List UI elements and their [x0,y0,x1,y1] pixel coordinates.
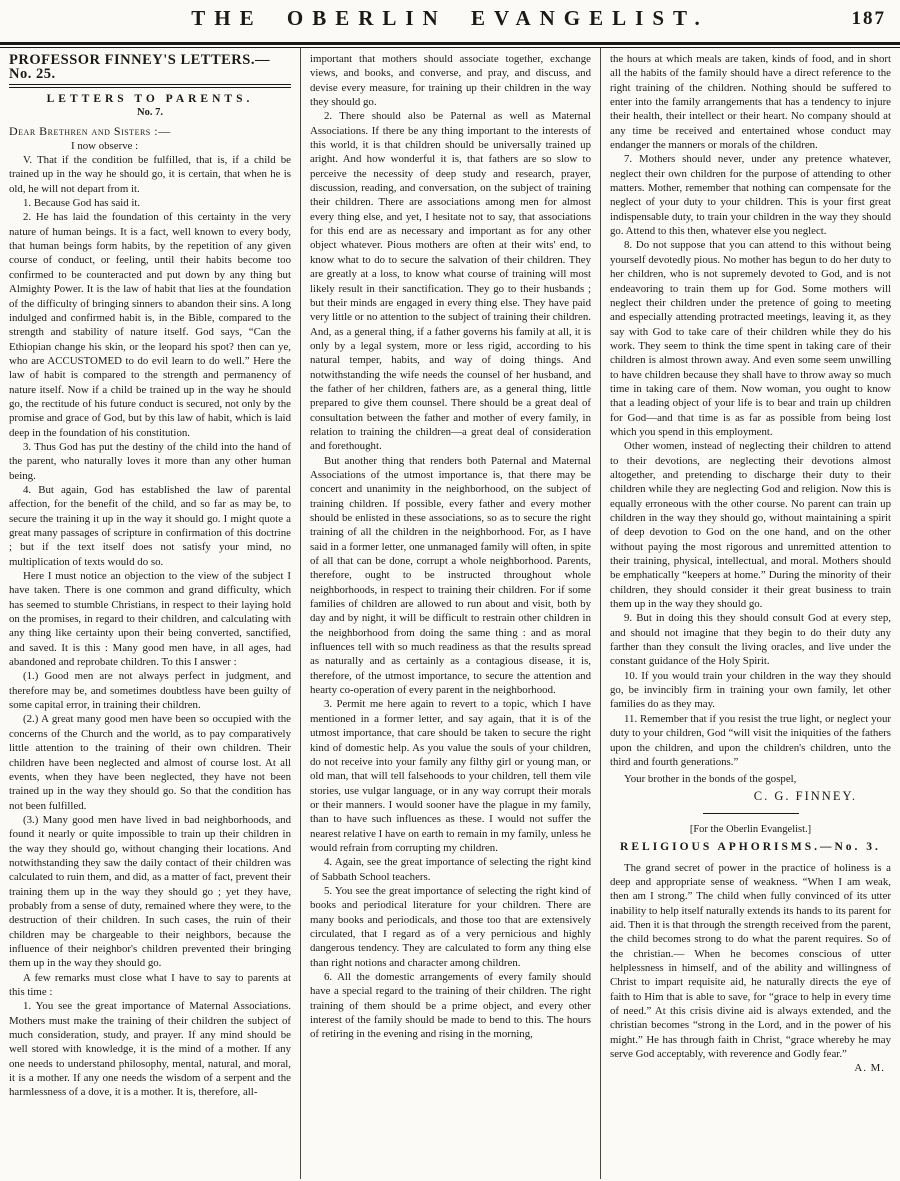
salutation: Dear Brethren and Sisters :— [9,124,171,139]
article-separator [703,813,799,814]
paragraph: 2. He has laid the foundation of this certainty in the very nature of human beings. It is a fact, well known to every body, that human beings form habits, by the repetition of any given course of conduct, or feeling, until their habits become too confirmed to be counteracted and put down by any thing but Almighty Power. It is the law of habit that lies at the foundation of the difficulty of bringing sinners to abandon their sins. A long indulged and confirmed habit is, in the Bible, compared to the strength and stability of nature itself. God says, “Can the Ethiopian change his skin, or the leopard his spot? then can ye, who are ACCUSTOMED to do evil learn to do well.” Here the law of habit is compared to the strength and permanency of nature itself. Now if a child be trained up in the way he should go, the rectitude of his future conduct is secured, not only by the promise and grace of God, but by this law of habit, which is laid deep in the foundation of his constitution. [9,211,291,439]
closing-line: Your brother in the bonds of the gospel, [624,773,797,786]
paragraph: Other women, instead of neglecting their children to attend to their devotions, are neglecting their devotions almost altogether, and pretending to discharge their duty to their children while they are neglecting God and religion. Now this is equally erroneous with the other course. No parent can train up children in the way they should go, without maintaining a spirit of deep devotion to God on the one hand, and on the other without paying the most rigorous and unremitted attention to their training, physical, intellectual, and moral. Mothers should be emphatically “keepers at home.” During the minority of their children, they should consider it their great business to train them up in the way they should go. [610,440,891,611]
column-2-body [310,52,591,1042]
opening-line: I now observe : [71,139,139,152]
paragraph: 5. You see the great importance of selecting the right kind of books and periodical literature for your children. There are many books and periodicals, and those too that are extensively circulated, that I regard as of a very pernicious and highly dangerous tendency. They are calculated to form any thing else than right notions and character among children. [310,884,591,969]
paragraph: 1. You see the great importance of Maternal Associations. Mothers must make the training of their children the subject of much consideration, study, and prayer. If any mind should be well stored with knowledge, it is the mind of a mother. If any one needs to understand philosophy, mental, natural, and moral, it is a mother. If any one needs the wisdom of a serpent and the harmlessness of a dove, it is a mother. It is, therefore, all- [9,1000,291,1099]
column-1 [0,48,300,1179]
paragraph: But another thing that renders both Paternal and Maternal Associations of the utmost importance is, that there may be concert and unanimity in the neighborhood, on the subject of training children. If possible, every father and every mother should be enlisted in these associations, so as to secure the right training of all the children in the neighborhood. For, as I have said in a former letter, one unmanaged family will often, in spite of all that can be done, corrupt a whole neighborhood. Parents, therefore, ought to be instructed throughout whole neighborhoods, in respect to training their children. For if some families of children are allowed to run about and visit, both by day and by night, it will be difficult to restrain other children in the neighborhood from doing the same thing : and as moral influences tell with so much readiness as that the results spread as naturally and as certainly as a contagious disease, it is, therefore, of the utmost importance, to secure the attention and hearty co-operation of every parent in the neighborhood. [310,454,591,697]
masthead [0,0,900,40]
article-headline: PROFESSOR FINNEY'S LETTERS.—No. 25. [9,52,270,83]
paragraph: (3.) Many good men have lived in bad neighborhoods, and found it nearly or quite impossible to train up their children in the way they should go, without changing their locations. And notwithstanding they saw the daily contact of their children was calculated to ruin them, and did, as a matter of fact, prevent their training them up in the way they should go ; yet they have, probably from a sense of duty, remained where they were, to the destruction of their children. In such cases, the ruin of their children may be chargeable to their neighbors, because the influence of their neighbor's children prevented their bringing them up in the way they should go. [9,813,291,970]
paragraph: 11. Remember that if you resist the true light, or neglect your duty to your children, God “will visit the iniquities of the fathers upon the children, and upon the children's children, unto the third and fourth generations.” [610,712,891,768]
headline-rule [9,84,291,88]
article2-attribution: [For the Oberlin Evangelist.] [689,823,812,835]
paragraph: 3. Permit me here again to revert to a topic, which I have mentioned in a former letter, and say again, that it is of the utmost importance, that care should be taken to secure the right kind of domestic help. As you value the souls of your children, do not receive into your family any filthy girl or young man, or old man, that will tell falsehoods to your children, tell them vile stories, use vulgar language, or in any way corrupt their morals or their manners. I would sooner have the plague in my family, than to have such influences as these. I would not suffer the nearest relative I have on earth to remain in my family, unless he would refrain from corrupting my children. [310,698,591,854]
paragraph: 4. But again, God has established the law of parental affection, for the benefit of the child, and so far as may be, to secure the training it up in the way it should go. I might quote a great many passages of scripture in confirmation of this doctrine ; but if the text itself does not satisfy your mind, no multiplication of texts would do so. [9,483,291,568]
paragraph: (2.) A great many good men have been so occupied with the concerns of the Church and the world, as to pay comparatively little attention to the training of their own children. Their children have been neglected and almost of course lost. At all events, when they have been neglected, they have not been trained up in the way they should go. So that the condition has not been fulfilled. [9,713,291,812]
paragraph: 3. Thus God has put the destiny of the child into the hand of the parent, who naturally loves it more than any other human being. [9,440,291,482]
article2-signature: A. M. [854,1062,885,1075]
publication-title: THE OBERLIN EVANGELIST. [191,6,709,30]
paragraph: 10. If you would train your children in the way they should go, be invincibly firm in training your own family, let other families do as they may. [610,669,891,711]
paragraph: (1.) Good men are not always perfect in judgment, and therefore may be, and sometimes doubtless have been guilty of some capital error, in training their children. [9,670,291,712]
article2-body [610,861,891,1075]
paragraph: Here I must notice an objection to the view of the subject I have taken. There is one common and grand difficulty, which has seemed to stumble Christians, in respect to their laying hold on the promises, in regard to their children, and calculating with any thing like certainty upon their being converted, sanctified, and saved. It is this : Many good men have, in all ages, had abandoned and reprobate children. To this I answer : [9,570,291,669]
paragraph: important that mothers should associate together, exchange views, and books, and converse, and pray, and discuss, and devise every measure, for training up their children in the way they should go. [310,53,591,109]
paragraph: the hours at which meals are taken, kinds of food, and in short all the habits of the family should have a direct reference to the right training of the children. Nothing should be suffered to enter into the family arrangements that has a tendency to injure their health, their intellect or their heart. No company should at any time be received and entertained whose conduct may endanger the manners or morals of the children. [610,53,891,152]
paragraph: 6. All the domestic arrangements of every family should have a special regard to the training of their children. The right training of them should be a prime object, and every other interest of the family should be made to bend to this. The hours of retiring in the evening and rising in the morning, [310,971,591,1041]
paragraph: A few remarks must close what I have to say to parents at this time : [9,971,291,998]
column-layout [0,48,900,1179]
paragraph: 9. But in doing this they should consult God at every step, and should not imagine that they begin to do their duty any farther than they consult the living oracles, and live under the constant guidance of the Holy Spirit. [610,612,891,668]
column-3-body [610,52,891,769]
article2-text: The grand secret of power in the practice of holiness is a deep and appropriate sense of weakness. “When I am weak, then am I strong.” The child when fully convinced of its utter inability to help itself naturally extends its hands to its parent for aid. Then it is that through the strength received from the parent, the child becomes strong to do what the parent requires. So of the christian.— When he becomes conscious of utter helplessness in himself, and of the ability and willingness of Christ to impart requisite aid, he naturally directs the eye of faith to Him that is able to save, for “grace to help in every time of need.” At this crisis divine aid is always extended, and the christian becomes “strong in the Lord, and in the power of his might.” He has through faith in Christ, “grace whereby he may serve God acceptably, with reverence and Godly fear.” [610,861,891,1061]
column-1-body [9,153,291,1100]
article2-headline: RELIGIOUS APHORISMS.—No. 3. [620,841,881,854]
paragraph: 1. Because God has said it. [23,197,141,210]
series-number: No. 7. [137,107,163,119]
paragraph: 4. Again, see the great importance of selecting the right kind of Sabbath School teachers. [310,856,591,883]
paragraph: 7. Mothers should never, under any pretence whatever, neglect their own children for the purpose of attending to other matters. Mother, remember that nothing can compensate for the neglect of your duty to your children. This is your first great indispensable duty, to train your children in the way they should go. Attend to this then, whatever else you neglect. [610,153,891,238]
column-3 [600,48,900,1179]
paragraph: 8. Do not suppose that you can attend to this without being yourself devotedly pious. No mother has begun to do her duty to her children, who is not supremely devoted to God, and is not endeavoring to train them up for God. Some mothers will neglect their children under the pretence of going to meeting and especially attending protracted meetings, leaving it, as they say with God to take care of their children while they do his work. They seem to think the time spent in taking care of their children is almost thrown away. And even some seem unwilling to have children because they shall have to throw away so much time in taking care of them. Now woman, you ought to know that a leading object of your life is to bear and train up children for God—and that time is as far as possible from being lost which you spend in this employment. [610,239,891,438]
column-2 [300,48,600,1179]
author-signature: C. G. FINNEY. [753,788,857,803]
page-number: 187 [851,8,886,29]
paragraph: 2. There should also be Paternal as well as Maternal Associations. If there be any thing important to the interests of this world, it is that children should be universally trained up aright. And how wonderful it is, that fathers are so slow to perceive the necessity of deep study and research, prayer, discussion, reading, and conversation, on the subject of training their children. There are associations among men for almost every thing else, and yet, I hesitate not to say, that associations for this end are as necessary and important as for any other object whatever. Pious mothers are often at their wits' end, to know what to do to secure the salvation of their children. They are greatly at a loss, to know what course of training will most likely result in their sanctification. They go to their husbands ; but their minds are engaged in every thing else. They have paid very little or no attention to the subject of training their children. And, as a general thing, if a father governs his family at all, it is only by a legal system, more or less rigid, according to his natural temper, habits, and way of doing things. And notwithstanding the wife needs the counsel of her husband, and the father of her children, fathers are, as a general thing, little prepared to give them counsel. There should be a great deal of consultation between the father and mother of every family, in relation to training the children—a great deal of consideration and forethought. [310,110,591,453]
paragraph: V. That if the condition be fulfilled, that is, if a child be trained up in the way he should go, it is certain, that when he is old, he will not depart from it. [9,154,291,195]
series-title: LETTERS TO PARENTS. [46,92,254,105]
